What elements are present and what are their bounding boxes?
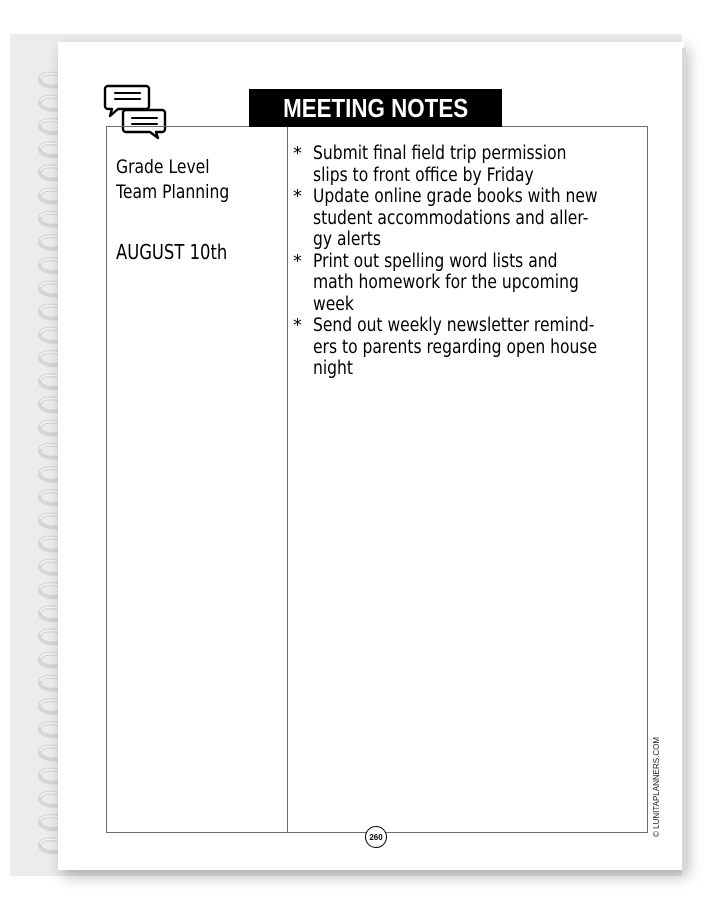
note-line: slips to front office by Friday [313,164,534,186]
note-line: night [313,358,353,379]
page-number: 260 [365,826,387,848]
page-title-text: MEETING NOTES [282,92,469,123]
note-line: math homework for the upcoming [313,272,579,293]
note-item [293,143,653,186]
page-edge [682,48,686,870]
meeting-topic [116,155,229,205]
note-line: Update online grade books with new [313,186,598,207]
bullet-star: * [293,250,302,272]
column-divider [287,126,288,833]
note-line: Send out weekly newsletter remind- [313,315,595,336]
note-line: gy alerts [313,229,381,250]
note-line: ers to parents regarding open house [313,336,598,358]
note-item [293,186,653,251]
note-line: student accommodations and aller- [313,207,589,229]
copyright-text: © LUNITAPLANNERS.COM [652,737,661,837]
bullet-star: * [293,315,302,336]
meeting-topic-line: Grade Level [116,156,210,178]
note-line: week [313,293,354,315]
meeting-date: AUGUST 10th [116,240,228,264]
note-item [293,251,653,316]
note-line: Submit final field trip permission [313,143,567,164]
page-title [249,89,502,127]
note-line: Print out spelling word lists and [313,250,558,272]
meeting-topic-line: Team Planning [116,181,230,203]
note-item [293,315,653,380]
bullet-star: * [293,143,302,164]
bullet-star: * [293,186,302,207]
notes-list [293,143,653,380]
